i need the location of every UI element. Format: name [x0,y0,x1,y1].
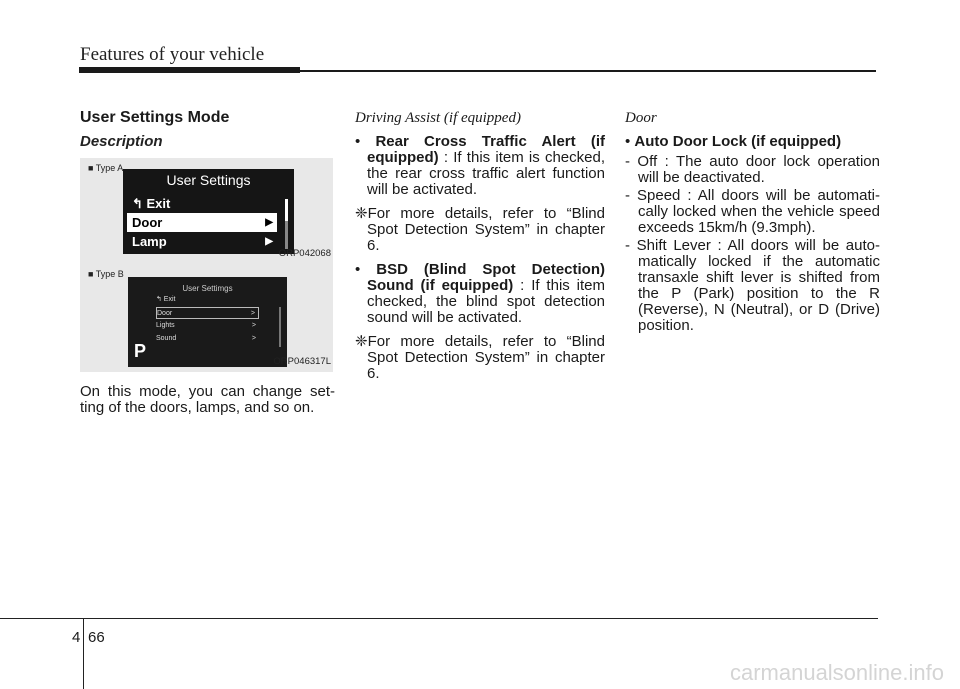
rcta-item: • Rear Cross Traffic Alert (if equipped) : If this item is checked, the rear cross traffic alert function will be activated. [355,133,605,198]
screen-b-item-lights [156,320,259,332]
rcta-item-text: : If this item is checked, the rear cross traffic alert function will be activated. [367,149,605,198]
screen-a-item-exit [127,194,277,213]
option-shift-lever: - Shift Lever : All doors will be auto-matically locked if the automatic transaxle shift lever is shifted from the P (Park) position to the R (Reverse), N (Neutral), or D (Drive) position. [625,237,880,334]
chapter-number: 4 [72,629,81,646]
section-title: User Settings Mode [80,109,230,126]
header-rule-thick [79,67,300,73]
chevron-right-icon: > [251,322,256,329]
description-body: On this mode, you can change set-ting of the doors, lamps, and so on. [80,383,335,416]
bsd-note: ❈For more details, refer to “Blind Spot Detection System” in chapter 6. [355,333,605,382]
rcta-item-title: Rear Cross Traffic Alert (if equipped) [367,133,605,166]
gear-indicator: P [134,341,147,361]
screen-b-item-door [156,307,259,319]
page-header-title: Features of your vehicle [80,44,265,65]
option-off: - Off : The auto door lock operation will be deactivated. [625,153,880,186]
screen-b-item-label: Sound [156,335,177,342]
screen-a-title: User Settings [166,172,251,188]
screen-b-item-label: ↰ Exit [156,296,176,303]
screen-b-item-sound [156,333,259,345]
arrow-right-icon: ▶ [265,217,273,228]
figure-type-b [80,264,333,372]
user-settings-screen-a [123,169,294,254]
chevron-right-icon: > [250,310,255,317]
header-rule-thin [300,70,876,72]
middle-column [355,110,605,390]
screen-a-item-label: Door [132,215,163,230]
screen-b-item-exit [156,294,259,306]
screen-b-title: User Settimgs [182,284,233,293]
rcta-note: ❈For more details, refer to “Blind Spot Detection System” in chapter 6. [355,205,605,254]
user-settings-screen-b [128,277,287,367]
arrow-right-icon: ▶ [265,236,273,247]
type-b-label: ■ Type B [88,269,124,279]
screen-a-item-door [127,213,277,232]
type-a-label: ■ Type A [88,163,124,173]
door-heading: Door [625,110,657,126]
footer-divider [83,619,84,689]
screen-a-item-label: ↰ Exit [132,196,171,211]
screen-a-item-label: Lamp [132,234,167,249]
screen-b-item-label: Door [157,310,173,317]
screen-b-scrollbar [279,307,281,347]
bsd-item-title: BSD (Blind Spot Detection) Sound (if equipped) [367,261,605,294]
screen-b-item-label: Lights [156,322,175,329]
chevron-right-icon: > [251,335,256,342]
figure-a-code: ORP042068 [278,248,331,259]
bsd-item-text: : If this item checked, the blind spot detection sound will be activated. [367,277,606,326]
driving-assist-heading: Driving Assist (if equipped) [355,110,521,126]
description-heading: Description [80,133,163,150]
screen-a-scrollbar [285,199,288,249]
footer-rule [0,618,878,619]
option-speed: - Speed : All doors will be automati-cally locked when the vehicle speed exceeds 15km/h (9.3mph). [625,187,880,236]
auto-door-lock-title: Auto Door Lock (if equipped) [634,133,842,150]
figure-b-code: ORP046317L [273,356,331,367]
screen-a-item-lamp [127,232,277,251]
watermark: carmanualsonline.info [729,660,944,685]
bsd-item: • BSD (Blind Spot Detection) Sound (if equipped) : If this item checked, the blind spot detection sound will be activated. [355,261,606,326]
page-number: 66 [88,629,105,646]
right-column [625,110,880,336]
left-column [80,110,335,416]
auto-door-lock-item: • Auto Door Lock (if equipped) [625,133,842,150]
figure-type-a [80,158,333,264]
